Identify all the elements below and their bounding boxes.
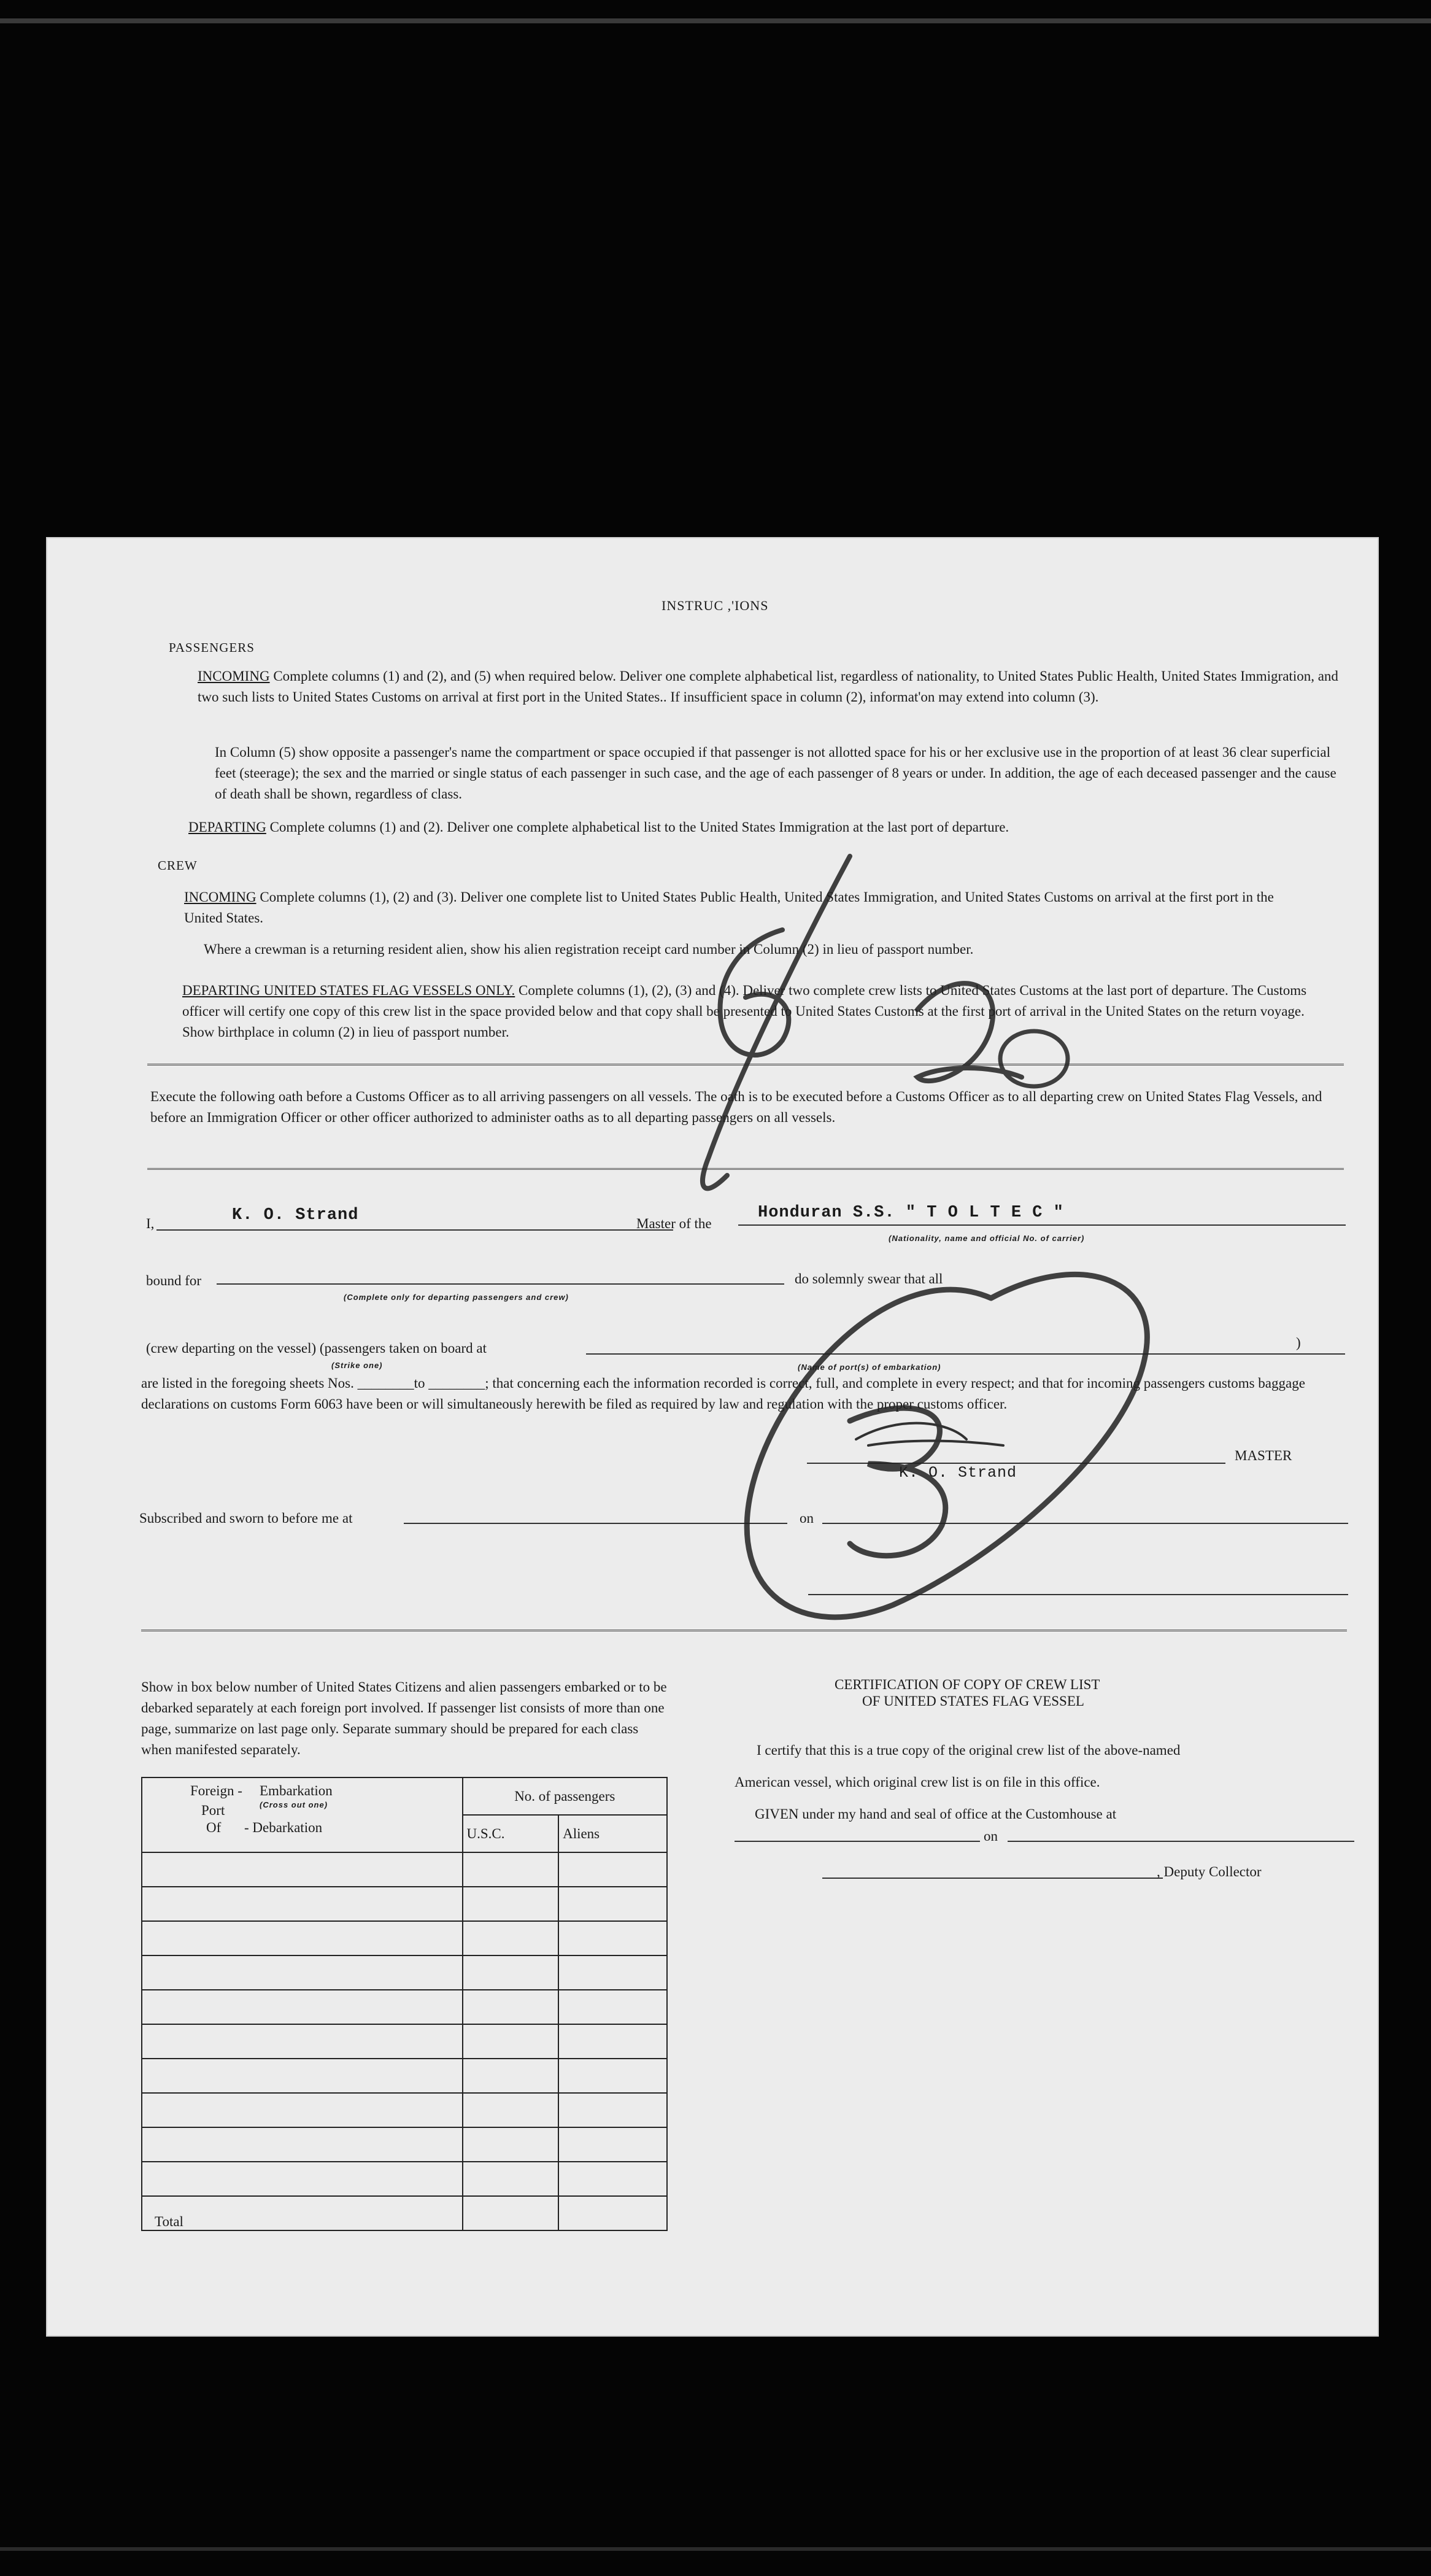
- table-row: [142, 2127, 667, 2162]
- port-cell[interactable]: [142, 2127, 463, 2162]
- pencil-three-stroke: [850, 1408, 946, 1556]
- strike-one-caption: (Strike one): [331, 1361, 383, 1370]
- pencil-zero-stroke: [1000, 1031, 1068, 1086]
- col-of: Of: [206, 1820, 222, 1835]
- port-cell[interactable]: [142, 1887, 463, 1921]
- pencil-circle-stroke: [747, 1274, 1147, 1617]
- passengers-incoming-text: Complete columns (1) and (2), and (5) when required below. Deliver one complete alphabetical list, regardless of nationality, to United States Public Health, United States Immigration, and two such lists to United States Customs on arrival at first port in the United States.. If insufficient space in column (2), informat'on may extend into column (3).: [198, 668, 1338, 705]
- aliens-cell[interactable]: [558, 2127, 667, 2162]
- col-foreign: Foreign -: [190, 1783, 242, 1798]
- aliens-cell[interactable]: [558, 1852, 667, 1887]
- col-cross-out: (Cross out one): [260, 1800, 328, 1809]
- total-aliens-cell[interactable]: [558, 2196, 667, 2230]
- passenger-summary-table: [141, 1777, 668, 2231]
- usc-cell[interactable]: [463, 2059, 559, 2093]
- table-row: [142, 1990, 667, 2024]
- scan-border-bottom: [0, 2547, 1431, 2551]
- passengers-column5-para: In Column (5) show opposite a passenger's name the compartment or space occupied if that passenger is not allotted space for his or her exclusive use in the proportion of at least 36 clear superficial feet (steerage); the sex and the married or single status of each passenger in such case, and the age of each passenger of 8 years or under. In addition, the age of each deceased passenger and the cause of death shall be shown, regardless of class.: [215, 745, 1336, 802]
- master-of-label: Master of the: [636, 1216, 712, 1231]
- usc-cell[interactable]: [463, 1990, 559, 2024]
- table-row: [142, 2093, 667, 2127]
- port-cell[interactable]: [142, 2093, 463, 2127]
- oath-intro: Execute the following oath before a Customs Officer as to all arriving passengers on all vessels. The oath is to be executed before a Customs Officer as to all departing crew on United States Flag Vessels, and before an Immigration Officer or other officer authorized to administer oaths as to all departing passengers on all vessels.: [150, 1089, 1322, 1125]
- aliens-cell[interactable]: [558, 1955, 667, 1990]
- port-cell[interactable]: [142, 1852, 463, 1887]
- table-row: [142, 1887, 667, 1921]
- bound-caption: (Complete only for departing passengers and crew): [344, 1293, 569, 1302]
- cert-title-line2: OF UNITED STATES FLAG VESSEL: [862, 1693, 1084, 1709]
- table-row: [142, 1852, 667, 1887]
- crew-incoming-text: Complete columns (1), (2) and (3). Deliver one complete list to United States Public Health, United States Immigration, and United States Customs on arrival at the first port in the United States.: [184, 889, 1274, 926]
- pencil-slash-stroke: [703, 856, 850, 1188]
- port-cell[interactable]: [142, 1955, 463, 1990]
- usc-cell[interactable]: [463, 2162, 559, 2196]
- crew-resident-para: Where a crewman is a returning resident alien, show his alien registration receipt card number in Column (2) in lieu of passport number.: [204, 942, 974, 957]
- passengers-departing-label: DEPARTING: [188, 819, 266, 835]
- table-row: [142, 2024, 667, 2059]
- port-cell[interactable]: [142, 2024, 463, 2059]
- bound-for-label: bound for: [146, 1273, 202, 1288]
- port-cell[interactable]: [142, 2059, 463, 2093]
- usc-cell[interactable]: [463, 2093, 559, 2127]
- port-header-cell: [142, 1777, 463, 1852]
- table-row: [142, 2162, 667, 2196]
- port-cell[interactable]: [142, 1921, 463, 1955]
- port-cell[interactable]: [142, 1990, 463, 2024]
- aliens-cell[interactable]: [558, 2024, 667, 2059]
- close-paren: ): [1296, 1335, 1301, 1350]
- usc-cell[interactable]: [463, 2024, 559, 2059]
- col-debarkation: - Debarkation: [244, 1820, 323, 1835]
- swear-text: do solemnly swear that all: [795, 1271, 943, 1286]
- total-row: [142, 2196, 667, 2230]
- oath-i-label: I,: [146, 1216, 155, 1231]
- summary-instructions: Show in box below number of United States Citizens and alien passengers embarked or to be debarked separately at each foreign port involved. If passenger list consists of more than one page, summarize on last page only. Separate summary should be prepared for each class when manifested separately.: [141, 1679, 667, 1757]
- vessel-caption: (Nationality, name and official No. of carrier): [889, 1234, 1085, 1243]
- usc-cell[interactable]: [463, 1955, 559, 1990]
- table-row: [142, 1921, 667, 1955]
- aliens-cell[interactable]: [558, 2162, 667, 2196]
- crew-departing-strike: (crew departing on the vessel) (passengers taken on board at: [146, 1340, 487, 1356]
- cert-text2: American vessel, which original crew list is on file in this office.: [735, 1774, 1100, 1790]
- table-row: [142, 2059, 667, 2093]
- subscribed-on-label: on: [800, 1510, 814, 1526]
- pencil-two-stroke: [917, 983, 1022, 1081]
- total-label: Total: [142, 2196, 463, 2230]
- col-port: Port: [201, 1803, 225, 1818]
- usc-cell[interactable]: [463, 1921, 559, 1955]
- cert-title-line1: CERTIFICATION OF COPY OF CREW LIST: [835, 1677, 1100, 1692]
- total-usc-cell[interactable]: [463, 2196, 559, 2230]
- deputy-collector-label: , Deputy Collector: [1157, 1864, 1262, 1879]
- aliens-cell[interactable]: [558, 2059, 667, 2093]
- typed-signature: K. O. Strand: [899, 1464, 1017, 1482]
- no-passengers-header: No. of passengers: [463, 1777, 667, 1815]
- cert-text1: I certify that this is a true copy of the original crew list of the above-named: [757, 1742, 1181, 1758]
- master-name-field: K. O. Strand: [232, 1206, 359, 1224]
- usc-cell[interactable]: [463, 1887, 559, 1921]
- crew-departing-label: DEPARTING UNITED STATES FLAG VESSELS ONLY.: [182, 983, 515, 998]
- crew-heading: CREW: [158, 858, 198, 873]
- master-label: MASTER: [1235, 1448, 1292, 1463]
- usc-cell[interactable]: [463, 2127, 559, 2162]
- ports-caption: (Name of port(s) of embarkation): [798, 1363, 941, 1372]
- usc-header: U.S.C.: [463, 1815, 559, 1852]
- handwritten-signature-stroke: [856, 1423, 1003, 1445]
- aliens-header: Aliens: [558, 1815, 667, 1852]
- passengers-departing-text: Complete columns (1) and (2). Deliver one complete alphabetical list to the United States Immigration at the last port of departure.: [269, 819, 1009, 835]
- cert-on-label: on: [984, 1828, 998, 1844]
- vessel-field: Honduran S.S. " T O L T E C ": [758, 1204, 1064, 1222]
- table-row: [142, 1955, 667, 1990]
- passengers-incoming-label: INCOMING: [198, 668, 270, 684]
- instructions-title: INSTRUC ,'IONS: [662, 598, 769, 613]
- aliens-cell[interactable]: [558, 1887, 667, 1921]
- passengers-heading: PASSENGERS: [169, 640, 255, 655]
- aliens-cell[interactable]: [558, 2093, 667, 2127]
- crew-departing-text: Complete columns (1), (2), (3) and (4). Deliver two complete crew lists to United States Customs at the last port of departure. The Customs officer will certify one copy of this crew list in the space provided below and that copy shall be presented to United States Customs at the first port of arrival in the United States on the return voyage. Show birthplace in column (2) in lieu of passport number.: [182, 983, 1307, 1040]
- port-cell[interactable]: [142, 2162, 463, 2196]
- cert-given-text: GIVEN under my hand and seal of office at the Customhouse at: [755, 1806, 1117, 1822]
- aliens-cell[interactable]: [558, 1921, 667, 1955]
- subscribed-label: Subscribed and sworn to before me at: [139, 1510, 353, 1526]
- aliens-cell[interactable]: [558, 1990, 667, 2024]
- col-embarkation: Embarkation: [260, 1783, 333, 1798]
- scan-border-top: [0, 18, 1431, 23]
- crew-incoming-label: INCOMING: [184, 889, 256, 905]
- usc-cell[interactable]: [463, 1852, 559, 1887]
- listed-paragraph: are listed in the foregoing sheets Nos. ________to ________; that concerning each the information recorded is correct, full, and complete in every respect; and that for incoming passengers customs baggage declarations on customs Form 6063 have been or will simultaneously herewith be filed as required by law and regulation with the proper customs officer.: [141, 1375, 1305, 1412]
